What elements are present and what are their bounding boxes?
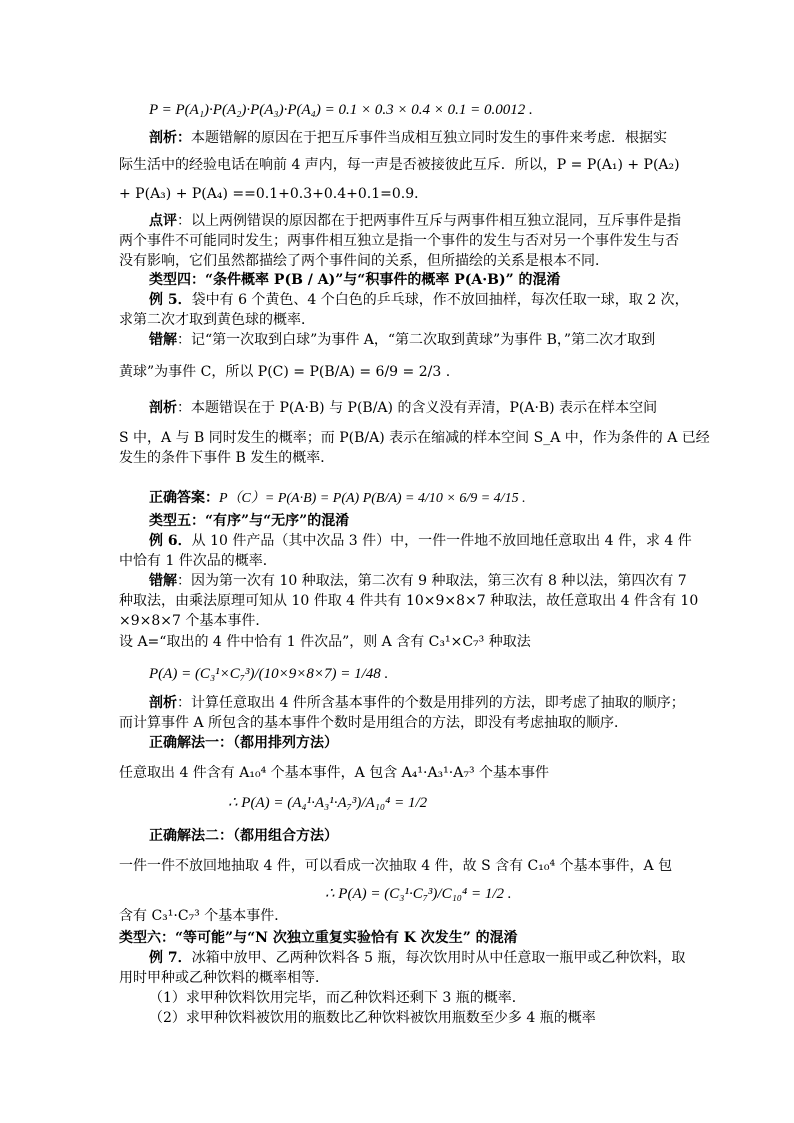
wrong-label: 错解 (149, 332, 177, 348)
analysis-text: ：计算任意取出 4 件所含基本事件的个数是用排列的方法，即考虑了抽取的顺序； (177, 695, 685, 711)
analysis-label: 剖析： (149, 130, 191, 146)
wrong-line: 设 A=“取出的 4 件中恰有 1 件次品”，则 A 含有 C₃¹×C₇³ 种取法 (119, 634, 531, 650)
example-paragraph (149, 531, 692, 551)
wrong-label: 错解 (149, 573, 177, 589)
example-line: 用时甲种或乙种饮料的概率相等． (119, 970, 329, 986)
comment-line: 两个事件不可能同时发生；两事件相互独立是指一个事件的发生与否对另一个事件发生与否 (119, 233, 679, 249)
analysis-label: 剖析 (149, 400, 177, 416)
equation-line: P = P(A₁)·P(A₂)·P(A₃)·P(A₄) = 0.1 × 0.3 × 0.4 × 0.1 = 0.0012 . (149, 102, 533, 118)
wrong-text: ：因为第一次有 10 种取法，第二次有 9 种取法，第三次有 8 种以法，第四次有 7 (177, 573, 687, 589)
analysis-text: ：本题错误在于 P(A·B) 与 P(B/A) 的含义没有弄清，P(A·B) 表示在样本空间 (177, 400, 658, 416)
correct-answer (149, 488, 526, 509)
wrong-line: 种取法，由乘法原理可知从 10 件取 4 件共有 10×9×8×7 种取法，故任意取出 4 件含有 10 (119, 593, 699, 609)
correct-equation: P（C）= P(A·B) = P(A) P(B/A) = 4/10 × 6/9 = 4/15 . (219, 491, 526, 506)
wrong-solution (149, 571, 687, 591)
wrong-line: 黄球”为事件 C，所以 P(C) = P(B/A) = 6/9 = 2/3 . (119, 364, 451, 380)
example-paragraph (149, 290, 689, 310)
correct-label: 正确答案： (149, 490, 219, 506)
section-heading: 类型六：“等可能”与“N 次独立重复实验恰有 K 次发生” 的混淆 (119, 930, 518, 946)
example-text: 从 10 件产品（其中次品 3 件）中，一件一件地不放回地任意取出 4 件，求 4 件 (191, 533, 692, 549)
analysis-line: S 中，A 与 B 同时发生的概率；而 P(B/A) 表示在缩减的样本空间 S_A 中，作为条件的 A 已经 (119, 430, 710, 446)
wrong-text: ：记“第一次取到白球”为事件 A，“第二次取到黄球”为事件 B，”第二次才取到 (177, 332, 656, 348)
question-item: （2）求甲种饮料被饮用的瓶数比乙种饮料被饮用瓶数至少多 4 瓶的概率 (149, 1010, 596, 1026)
analysis-paragraph (149, 398, 657, 418)
solution-title: 正确解法一：（都用排列方法） (149, 735, 338, 751)
analysis-paragraph (149, 693, 685, 713)
analysis-line: 际生活中的经验电话在响前 4 声内，每一声是否被接彼此互斥．所以，P = P(A₁) + P(A₂) (119, 157, 680, 173)
comment-text: ：以上两例错误的原因都在于把两事件互斥与两事件相互独立混同，互斥事件是指 (177, 213, 681, 229)
analysis-line: 发生的条件下事件 B 发生的概率． (119, 450, 335, 466)
example-line: 求第二次才取到黄色球的概率． (119, 312, 315, 328)
comment-paragraph (149, 211, 681, 231)
example-label: 例 7． (149, 950, 192, 966)
question-item: （1）求甲种饮料饮用完毕，而乙种饮料还剩下 3 瓶的概率． (149, 990, 526, 1006)
comment-label: 点评 (149, 213, 177, 229)
analysis-paragraph (149, 128, 667, 148)
wrong-equation: P(A) = (C₃¹×C₇³)/(10×9×8×7) = 1/48 . (149, 666, 389, 682)
comment-line: 没有影响，它们虽然都描绘了两个事件间的关系，但所描绘的关系是根本不同． (119, 253, 609, 269)
example-label: 例 5． (149, 292, 192, 308)
wrong-line: ×9×8×7 个基本事件． (119, 613, 270, 629)
example-text: 袋中有 6 个黄色、4 个白色的乒乓球，作不放回抽样，每次任取一球，取 2 次， (191, 292, 689, 308)
solution-line: 一件一件不放回地抽取 4 件，可以看成一次抽取 4 件，故 S 含有 C₁₀⁴ 个基本事件，A 包 (119, 858, 673, 874)
example-paragraph (149, 948, 685, 968)
solution-line: 任意取出 4 件含有 A₁₀⁴ 个基本事件，A 包含 A₄¹·A₃¹·A₇³ 个基本事件 (119, 765, 550, 781)
example-label: 例 6． (149, 533, 192, 549)
analysis-line: 而计算事件 A 所包含的基本事件个数时是用组合的方法，即没有考虑抽取的顺序． (119, 715, 629, 731)
solution-line: 含有 C₃¹·C₇³ 个基本事件． (119, 908, 289, 924)
analysis-label: 剖析 (149, 695, 177, 711)
solution-equation: ∴ P(A) = (A₄¹·A₃¹·A₇³)/A₁₀⁴ = 1/2 (228, 795, 428, 811)
section-heading: 类型四：“条件概率 P(B / A)”与“积事件的概率 P(A·B)” 的混淆 (149, 272, 561, 288)
wrong-solution (149, 330, 655, 350)
example-text: 冰箱中放甲、乙两种饮料各 5 瓶，每次饮用时从中任意取一瓶甲或乙种饮料，取 (191, 950, 686, 966)
analysis-line: + P(A₃) + P(A₄) ==0.1+0.3+0.4+0.1=0.9． (119, 186, 429, 202)
section-heading: 类型五：“有序”与“无序”的混淆 (149, 513, 350, 529)
analysis-text: 本题错解的原因在于把互斥事件当成相互独立同时发生的事件来考虑．根据实 (191, 130, 667, 146)
example-line: 中恰有 1 件次品的概率． (119, 553, 277, 569)
solution-title: 正确解法二：（都用组合方法） (149, 828, 338, 844)
solution-equation: ∴ P(A) = (C₃¹·C₇³)/C₁₀⁴ = 1/2 . (325, 886, 512, 902)
